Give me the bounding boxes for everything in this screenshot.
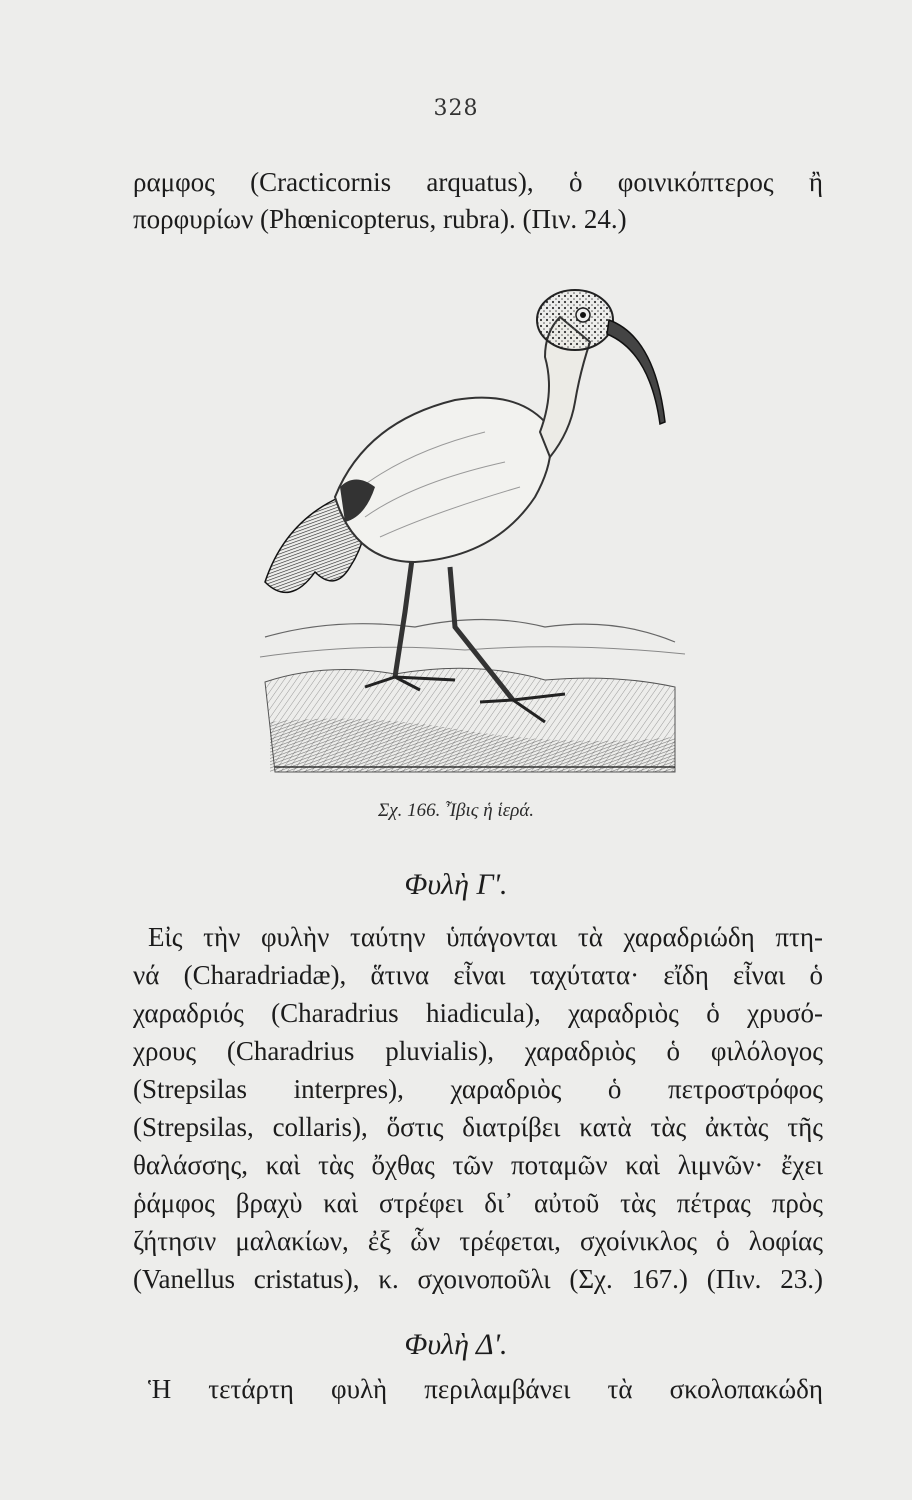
page-number: 328 (433, 96, 479, 121)
paragraph-line: χαραδριός (Charadrius hiadicula), χαραδριὸς ὁ χρυσό- (133, 998, 823, 1028)
paragraph-line: (Strepsilas, collaris), ὅστις διατρίβει κατὰ τὰς ἀκτὰς τῆς (133, 1112, 823, 1142)
section-heading-gamma: Φυλὴ Γ'. (404, 868, 508, 901)
paragraph-line: (Strepsilas interpres), χαραδριὸς ὁ πετροστρόφος (133, 1074, 823, 1104)
paragraph-line: (Vanellus cristatus), κ. σχοινοποῦλι (Σχ. 167.) (Πιν. 23.) (133, 1264, 823, 1294)
intro-line: πορφυρίων (Phœnicopterus, rubra). (Πιν. 24.) (133, 204, 627, 234)
paragraph-line: ῥάμφος βραχὺ καὶ στρέφει δι᾽ αὐτοῦ τὰς πέτρας πρὸς (133, 1188, 823, 1218)
ibis-engraving-icon (245, 282, 695, 792)
paragraph-line: ζήτησιν μαλακίων, ἐξ ὧν τρέφεται, σχοίνικλος ὁ λοφίας (133, 1226, 823, 1256)
paragraph-line: Ἡ τετάρτη φυλὴ περιλαμβάνει τὰ σκολοπακώδη (148, 1374, 823, 1404)
figure-caption: Σχ. 166. Ἶβις ἡ ἱερά. (377, 800, 535, 821)
section-heading-delta: Φυλὴ Δ'. (404, 1328, 508, 1361)
intro-line: ραμφος (Cracticornis arquatus), ὁ φοινικόπτερος ἢ (133, 167, 823, 197)
paragraph-line: νά (Charadriadæ), ἅτινα εἶναι ταχύτατα· εἴδη εἶναι ὁ (133, 960, 823, 990)
paragraph-line: χρους (Charadrius pluvialis), χαραδριὸς ὁ φιλόλογος (133, 1036, 823, 1066)
paragraph-line: θαλάσσης, καὶ τὰς ὄχθας τῶν ποταμῶν καὶ λιμνῶν· ἔχει (133, 1150, 823, 1180)
paragraph-line: Εἰς τὴν φυλὴν ταύτην ὑπάγονται τὰ χαραδριώδη πτη- (148, 922, 823, 952)
